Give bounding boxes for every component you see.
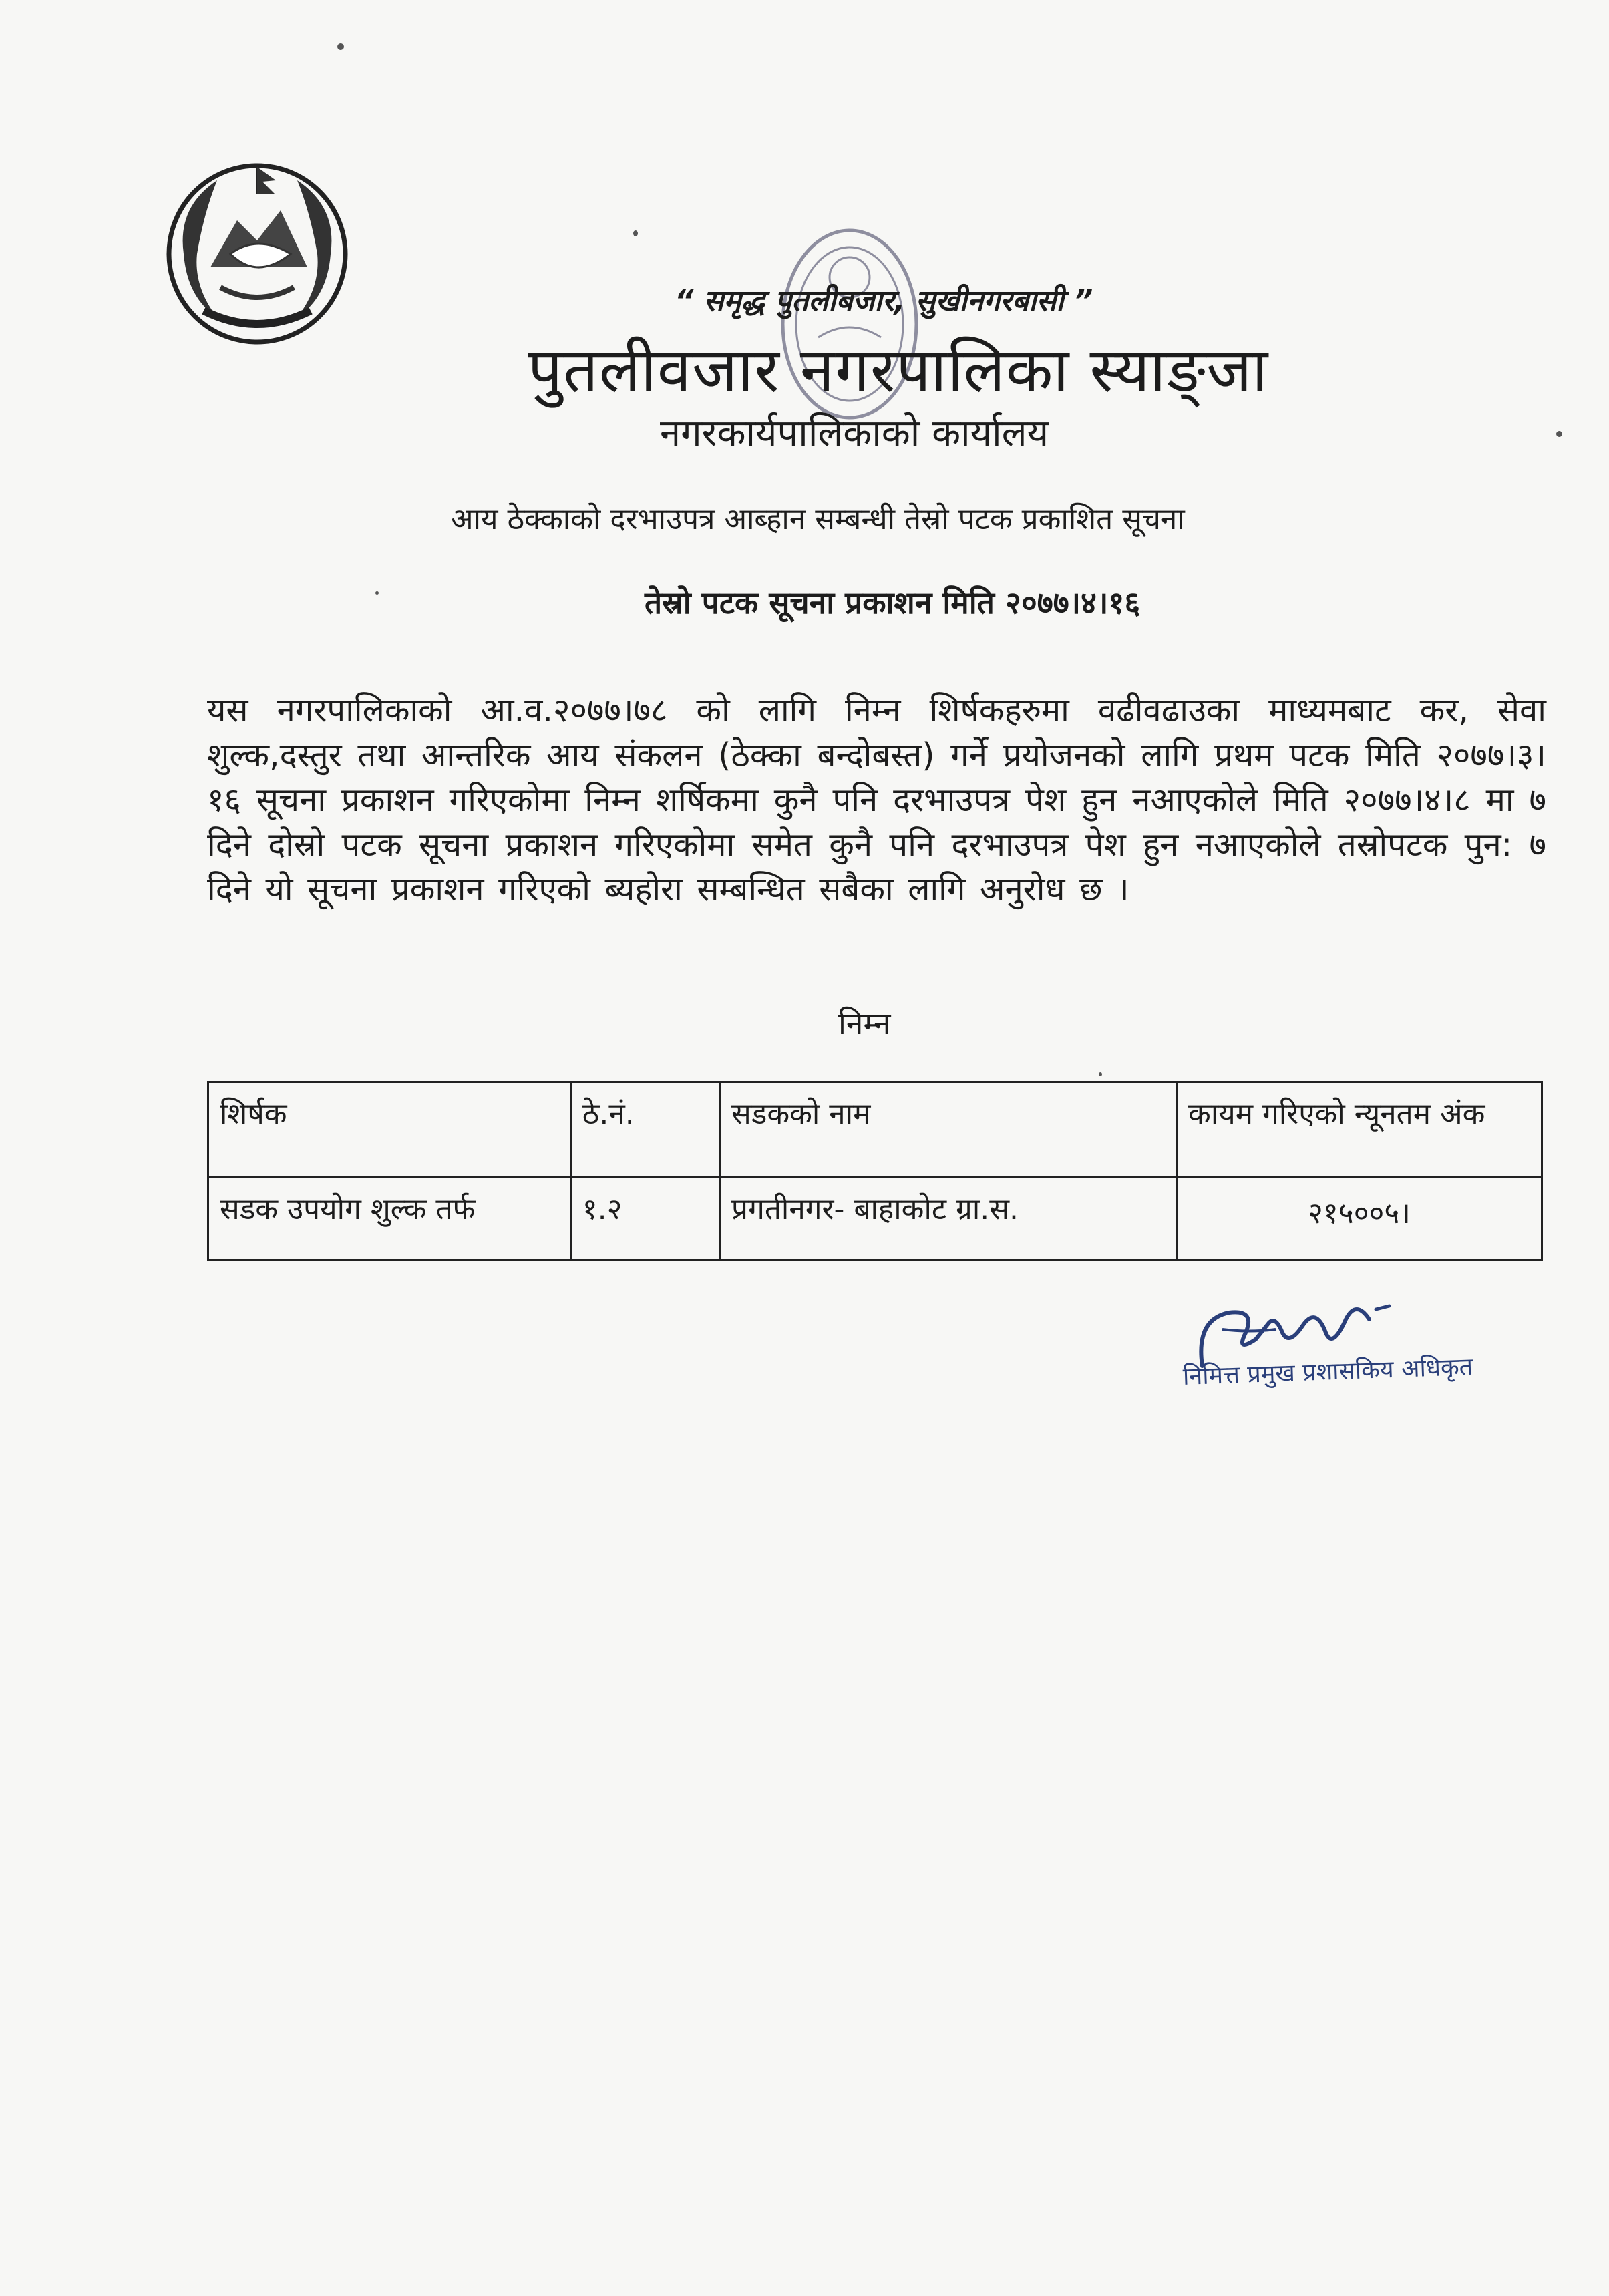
contract-table bbox=[207, 1081, 1543, 1261]
nepal-emblem-icon bbox=[157, 154, 357, 354]
notice-body: यस नगरपालिकाको आ.व.२०७७।७८ को लागि निम्न शिर्षकहरुमा वढीवढाउका माध्यमबाट कर, सेवा शुल्क,दस्तुर तथा आन्तरिक आय संकलन (ठेक्का बन्दोबस्त) गर्ने प्रयोजनको लागि प्रथम पटक मिति २०७७।३।१६ सूचना प्रकाशन गरिएकोमा निम्न शर्षिकमा कुनै पनि दरभाउपत्र पेश हुन नआएकोले मिति २०७७।४।८ मा ७ दिने दोस्रो पटक सूचना प्रकाशन गरिएकोमा समेत कुनै पनि दरभाउपत्र पेश हुन नआएकोले तस्रोपटक पुन: ७ दिने यो सूचना प्रकाशन गरिएको ब्यहोरा सम्बन्धित सबैका लागि अनुरोध छ । bbox=[207, 691, 1546, 909]
below-label: निम्न bbox=[838, 1005, 891, 1041]
col-header-min-amount: कायम गरिएको न्यूनतम अंक bbox=[1177, 1082, 1542, 1178]
col-header-title: शिर्षक bbox=[208, 1082, 571, 1178]
table-header-row bbox=[208, 1082, 1542, 1178]
scan-speck bbox=[633, 230, 638, 236]
notice-heading: आय ठेक्काको दरभाउपत्र आब्हान सम्बन्धी तेस्रो पटक प्रकाशित सूचना bbox=[451, 502, 1185, 536]
scan-speck bbox=[1556, 431, 1562, 437]
municipality-name: पुतलीवजार नगरपालिका स्याङ्जा bbox=[528, 335, 1269, 406]
scan-speck bbox=[337, 43, 344, 50]
scan-speck bbox=[1099, 1072, 1102, 1076]
cell-road-name: प्रगतीनगर- बाहाकोट ग्रा.स. bbox=[720, 1178, 1177, 1260]
table-row bbox=[208, 1178, 1542, 1260]
col-header-road-name: सडकको नाम bbox=[720, 1082, 1177, 1178]
office-name: नगरकार्यपालिकाको कार्यालय bbox=[660, 412, 1049, 455]
col-header-contract-no: ठे.नं. bbox=[570, 1082, 719, 1178]
min-amount-value: २१५००५। bbox=[1308, 1196, 1411, 1231]
publication-date: तेस्रो पटक सूचना प्रकाशन मिति २०७७।४।१६ bbox=[645, 585, 1141, 621]
scan-speck bbox=[375, 591, 379, 595]
cell-title: सडक उपयोग शुल्क तर्फ bbox=[208, 1178, 571, 1260]
cell-min-amount bbox=[1177, 1178, 1542, 1260]
municipality-motto: “ समृद्ध पुतलीबजार, सुखीनगरबासी ” bbox=[675, 284, 1093, 318]
cell-contract-no: १.२ bbox=[570, 1178, 719, 1260]
signatory-title: निमित्त प्रमुख प्रशासकिय अधिकृत bbox=[1182, 1353, 1473, 1391]
